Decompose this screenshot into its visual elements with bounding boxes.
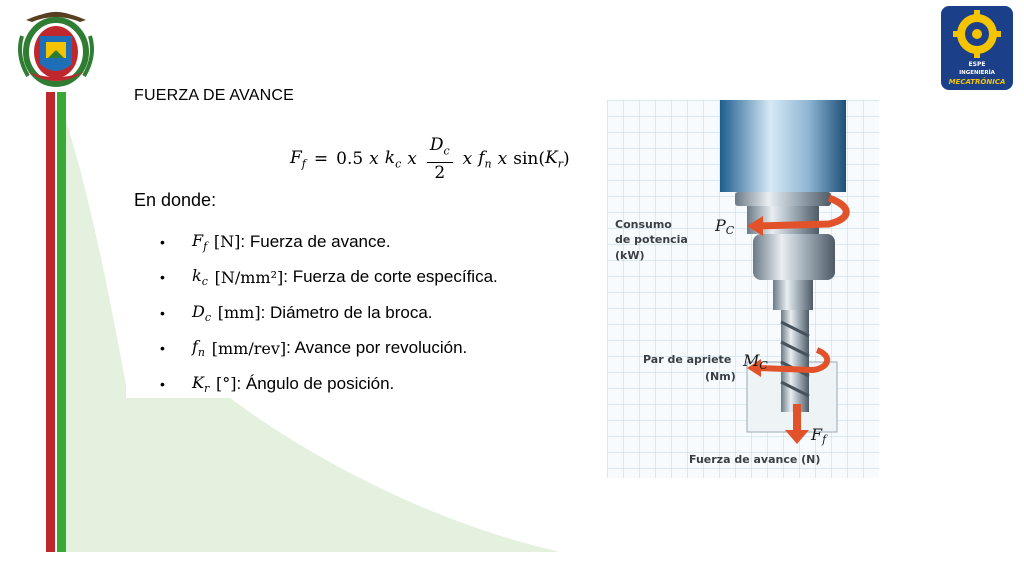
feed-force-arrow <box>793 404 801 432</box>
spindle-head <box>720 100 846 192</box>
list-item: • $D_c$ [mm] : Diámetro de la broca. <box>160 301 433 324</box>
green-stripe <box>57 92 66 552</box>
ff-symbol: Ff <box>811 425 827 446</box>
chuck-nose <box>773 280 813 310</box>
bullet-icon: • <box>160 233 165 250</box>
torque-label-2: (Nm) <box>705 370 736 383</box>
red-stripe <box>46 92 55 552</box>
formula-kr: $K_r$ <box>544 147 563 171</box>
chuck-body <box>753 234 835 280</box>
bullet-icon: • <box>160 304 165 321</box>
university-crest-logo <box>8 6 104 90</box>
logo-line-1: ESPE <box>968 61 986 68</box>
list-item: • $f_n$ [mm/rev] : Avance por revolución. <box>160 337 468 360</box>
variable-list <box>160 224 498 402</box>
formula-ff: $F_f$ <box>290 147 306 171</box>
feed-force-formula: $F_f$ = 0.5 x $k_c$ x $\frac{D_c}{2}$ x $f_n$ x sin( $K_r$ ) <box>290 135 570 183</box>
pc-symbol: PC <box>715 216 735 237</box>
bullet-icon: • <box>160 269 165 286</box>
formula-kc: $k_c$ <box>384 147 402 171</box>
power-label-1: Consumo <box>615 218 672 231</box>
list-item: • $k_c$ [N/mm²] : Fuerza de corte específica. <box>160 266 498 289</box>
torque-label-1: Par de apriete <box>643 353 732 366</box>
logo-line-3: MECATRÓNICA <box>948 78 1006 86</box>
mc-symbol: MC <box>743 351 768 372</box>
slide-title: FUERZA DE AVANCE <box>134 87 294 104</box>
flag-stripes <box>46 92 66 552</box>
feed-force-label: Fuerza de avance (N) <box>689 453 821 466</box>
drill-force-diagram <box>607 100 879 478</box>
intro-text: En donde: <box>134 190 217 210</box>
logo-line-2: INGENIERÍA <box>959 70 995 76</box>
formula-fraction: $\frac{D_c}{2}$ <box>427 135 453 182</box>
spindle-collar <box>735 192 831 206</box>
formula-fn: $f_n$ <box>478 147 492 171</box>
list-item: • $K_r$ [°] : Ángulo de posición. <box>160 372 395 395</box>
power-label-3: (kW) <box>615 249 645 262</box>
list-item: • $F_f$ [N] : Fuerza de avance. <box>160 230 391 253</box>
espe-mecatronica-logo <box>939 4 1015 92</box>
power-label-2: de potencia <box>615 233 688 246</box>
bullet-icon: • <box>160 340 165 357</box>
bullet-icon: • <box>160 375 165 392</box>
